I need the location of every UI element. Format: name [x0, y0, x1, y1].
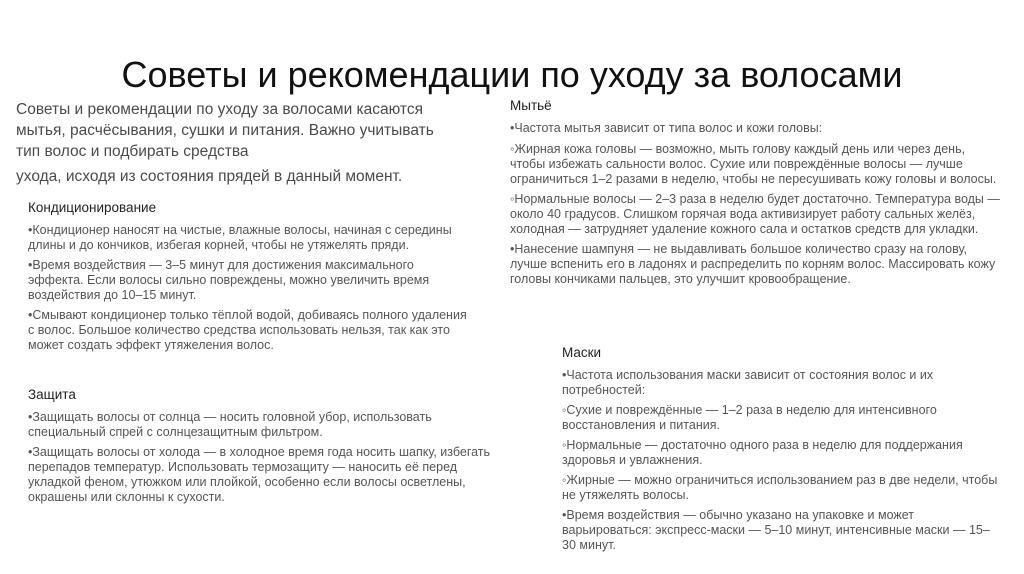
protection-section [28, 386, 498, 510]
list-item: ◦Сухие и повреждённые — 1–2 раза в неделю для интенсивного восстановления и питания. [562, 403, 937, 432]
list-item: ◦Нормальные волосы — 2–3 раза в неделю будет достаточно. Температура воды — около 40 градусов. Слишком горячая вода активизирует работу сальных желёз, холодная — затрудняет удаление кожного сала и остатков средств для укладки. [510, 192, 1000, 236]
washing-section [510, 97, 1000, 292]
washing-heading: Мытьё [510, 98, 552, 113]
list-item: •Время воздействия — обычно указано на упаковке и может варьироваться: экспресс-маски — 5–10 минут, интенсивные маски — 15–30 минут. [562, 508, 990, 552]
list-item: •Защищать волосы от холода — в холодное время года носить шапку, избегать перепадов температур. Использовать термозащиту — наносить её перед укладкой феном, утюжком или плойкой, особенно если волосы осветлены, окрашены или склонны к сухости. [28, 445, 491, 504]
page-title: Советы и рекомендации по уходу за волосами [121, 54, 903, 95]
list-item: •Кондиционер наносят на чистые, влажные волосы, начиная с середины длины и до кончиков, избегая корней, чтобы не утяжелять пряди. [28, 223, 452, 252]
protection-heading: Защита [28, 387, 76, 402]
list-item: •Время воздействия — 3–5 минут для достижения максимального эффекта. Если волосы сильно повреждены, можно увеличить время воздействия до 10–15 минут. [28, 258, 430, 302]
list-item: •Смывают кондиционер только тёплой водой, добиваясь полного удаления с волос. Большое количество средства использовать нельзя, так как это может создать эффект утяжеления волос. [28, 308, 467, 352]
masks-heading: Маски [562, 345, 602, 360]
washing-lead: •Частота мытья зависит от типа волос и кожи головы: [510, 121, 823, 135]
conditioning-section [28, 199, 468, 358]
conditioning-heading: Кондиционирование [28, 200, 157, 215]
intro-paragraph [16, 99, 436, 187]
list-item: ◦Жирные — можно ограничиться использованием раз в две недели, чтобы не утяжелять волосы. [562, 473, 998, 502]
list-item: ◦Жирная кожа головы — возможно, мыть голову каждый день или через день, чтобы избежать сальности волос. Сухие или повреждённые волосы — лучше ограничиться 1–2 разами в неделю, чтобы не пересушивать кожу головы и волосы. [510, 142, 997, 186]
masks-lead: •Частота использования маски зависит от состояния волос и их потребностей: [562, 368, 934, 397]
masks-section [562, 344, 1002, 558]
intro-text: Советы и рекомендации по уходу за волосами касаются мытья, расчёсывания, сушки и питания. Важно учитывать тип волос и подбирать средства [16, 101, 434, 160]
list-item: •Защищать волосы от солнца — носить головной убор, использовать специальный спрей с солнцезащитным фильтром. [28, 410, 432, 439]
intro-text-end: ухода, исходя из состояния прядей в данный момент. [16, 168, 403, 185]
list-item: •Нанесение шампуня — не выдавливать большое количество сразу на голову, лучше вспенить его в ладонях и распределить по корням волос. Массировать кожу головы кончиками пальцев, это улучшит кровообращение. [510, 242, 996, 286]
list-item: ◦Нормальные — достаточно одного раза в неделю для поддержания здоровья и увлажнения. [562, 438, 963, 467]
